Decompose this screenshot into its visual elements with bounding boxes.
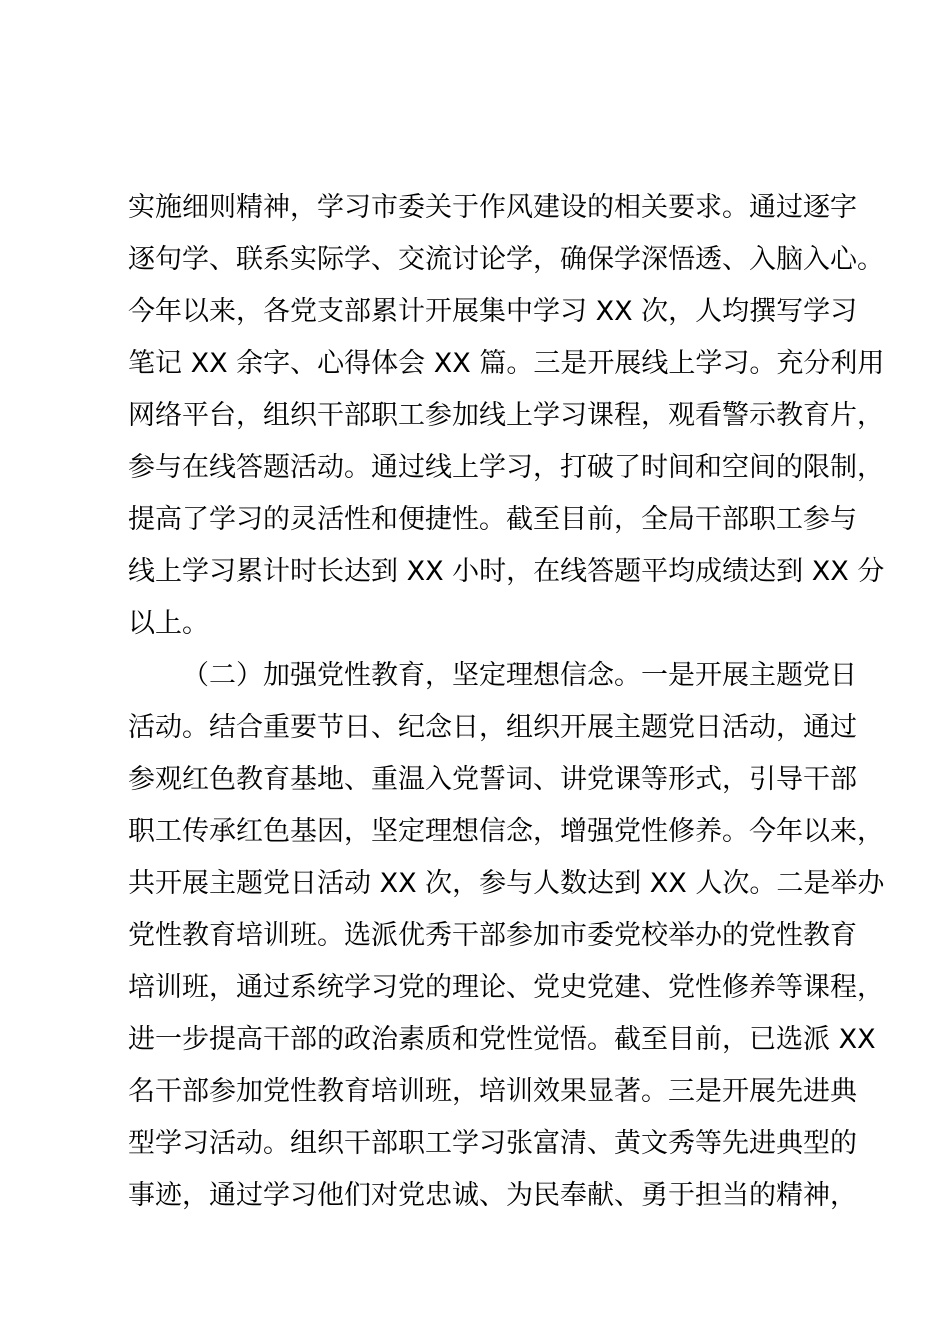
paragraph-1	[128, 182, 885, 650]
text-line: 培训班，通过系统学习党的理论、党史党建、党性修养等课程，	[128, 972, 884, 1003]
text-line: 线上学习累计时长达到 XX 小时，在线答题平均成绩达到 XX 分	[128, 556, 885, 587]
text-line: 进一步提高干部的政治素质和党性觉悟。截至目前，已选派 XX	[128, 1024, 876, 1055]
text-line: 名干部参加党性教育培训班，培训效果显著。三是开展先进典	[128, 1076, 857, 1107]
text-line: 笔记 XX 余字、心得体会 XX 篇。三是开展线上学习。充分利用	[128, 348, 885, 379]
text-line: 今年以来，各党支部累计开展集中学习 XX 次，人均撰写学习	[128, 296, 858, 327]
text-line: 党性教育培训班。选派优秀干部参加市委党校举办的党性教育	[128, 920, 857, 951]
text-line: 事迹，通过学习他们对党忠诚、为民奉献、勇于担当的精神，	[128, 1180, 857, 1211]
text-line: 参与在线答题活动。通过线上学习，打破了时间和空间的限制，	[128, 452, 884, 483]
text-line: 逐句学、联系实际学、交流讨论学，确保学深悟透、入脑入心。	[128, 244, 884, 275]
paragraph-2	[128, 650, 885, 1222]
text-line: （二）加强党性教育，坚定理想信念。一是开展主题党日	[182, 660, 857, 691]
text-line: 提高了学习的灵活性和便捷性。截至目前，全局干部职工参与	[128, 504, 857, 535]
text-line: 实施细则精神，学习市委关于作风建设的相关要求。通过逐字	[128, 192, 857, 223]
text-line: 网络平台，组织干部职工参加线上学习课程，观看警示教育片，	[128, 400, 884, 431]
text-line: 型学习活动。组织干部职工学习张富清、黄文秀等先进典型的	[128, 1128, 857, 1159]
text-line: 以上。	[128, 608, 209, 639]
text-line: 参观红色教育基地、重温入党誓词、讲党课等形式，引导干部	[128, 764, 857, 795]
text-line: 共开展主题党日活动 XX 次，参与人数达到 XX 人次。二是举办	[128, 868, 885, 899]
body-text	[128, 182, 885, 1222]
text-line: 职工传承红色基因，坚定理想信念，增强党性修养。今年以来，	[128, 816, 884, 847]
text-line: 活动。结合重要节日、纪念日，组织开展主题党日活动，通过	[128, 712, 857, 743]
